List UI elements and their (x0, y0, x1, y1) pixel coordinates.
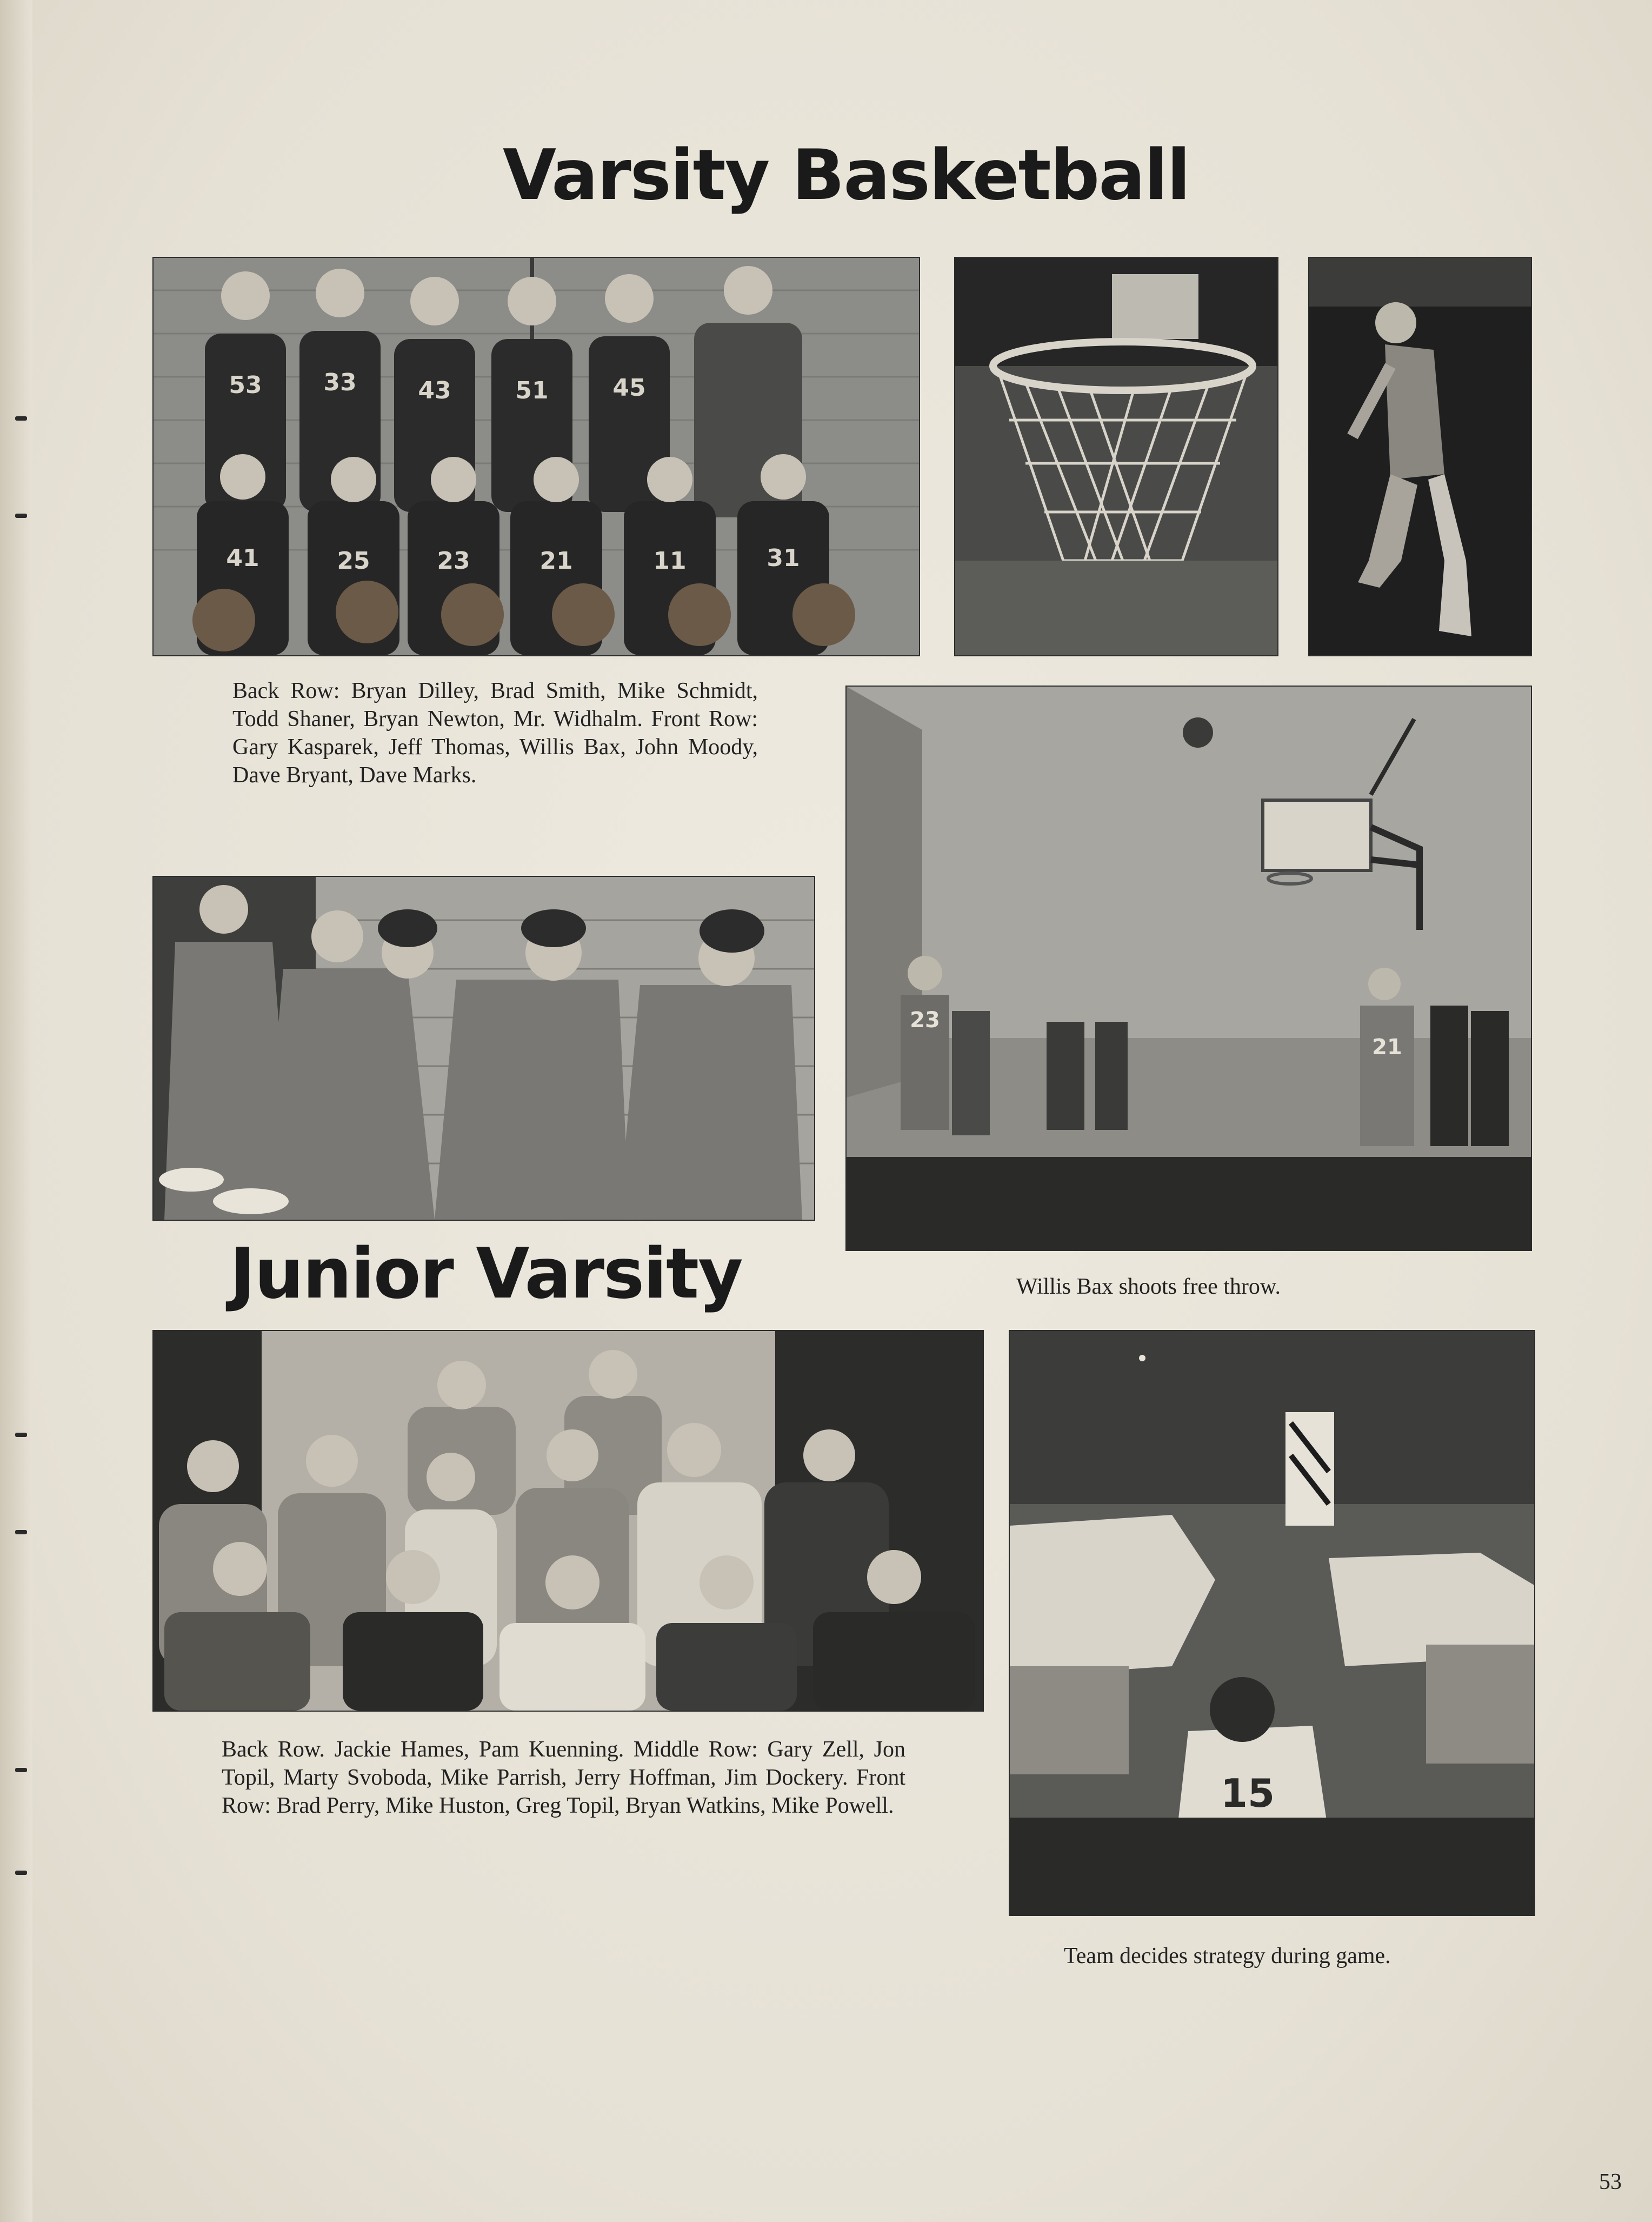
varsity-team-caption: Back Row: Bryan Dilley, Brad Smith, Mike Schmidt, Todd Shaner, Bryan Newton, Mr. Widhalm. Front Row: Gary Kasparek, Jeff Thomas, Willis Bax, John Moody, Dave Bryant, Dave Marks. (232, 678, 758, 788)
jersey-number: 21 (1372, 1035, 1402, 1060)
player-action-photo (1308, 257, 1532, 656)
jersey-number: 41 (226, 544, 259, 572)
free-throw-caption: Willis Bax shoots free throw. (1016, 1274, 1281, 1299)
strategy-caption: Team decides strategy during game. (1064, 1944, 1391, 1968)
jersey-number: 15 (1220, 1771, 1275, 1816)
jersey-number: 31 (767, 544, 800, 572)
jv-team-caption: Back Row. Jackie Hames, Pam Kuenning. Middle Row: Gary Zell, Jon Topil, Marty Svoboda, Mike Parrish, Jerry Hoffman, Jim Dockery. Front Row: Brad Perry, Mike Huston, Greg Topil, Bryan Watkins, Mike Powell. (222, 1737, 905, 1818)
jersey-number: 45 (612, 374, 646, 402)
free-throw-photo (845, 686, 1532, 1251)
junior-varsity-heading: Junior Varsity (230, 1234, 742, 1314)
jersey-number: 23 (910, 1008, 940, 1033)
jersey-number: 25 (337, 547, 370, 575)
jersey-number: 11 (653, 547, 687, 575)
binding-hole (15, 1768, 27, 1772)
binding-hole (15, 1433, 27, 1437)
basket-net-photo (954, 257, 1278, 656)
varsity-team-photo (152, 257, 920, 656)
jersey-number: 43 (418, 377, 451, 404)
binding-hole (15, 1530, 27, 1534)
jersey-number: 23 (437, 547, 470, 575)
page-number: 53 (1599, 2170, 1622, 2194)
jersey-number: 21 (539, 547, 573, 575)
binding-hole (15, 416, 27, 421)
binding-hole (15, 1871, 27, 1875)
jv-team-photo (152, 1330, 984, 1712)
jersey-number: 33 (323, 369, 357, 396)
jersey-number: 51 (515, 377, 549, 404)
binding-edge (0, 0, 32, 2222)
jersey-number: 53 (229, 371, 262, 399)
bench-players-photo (152, 876, 815, 1221)
team-strategy-photo (1009, 1330, 1535, 1916)
binding-hole (15, 514, 27, 518)
page-title: Varsity Basketball (503, 135, 1190, 216)
